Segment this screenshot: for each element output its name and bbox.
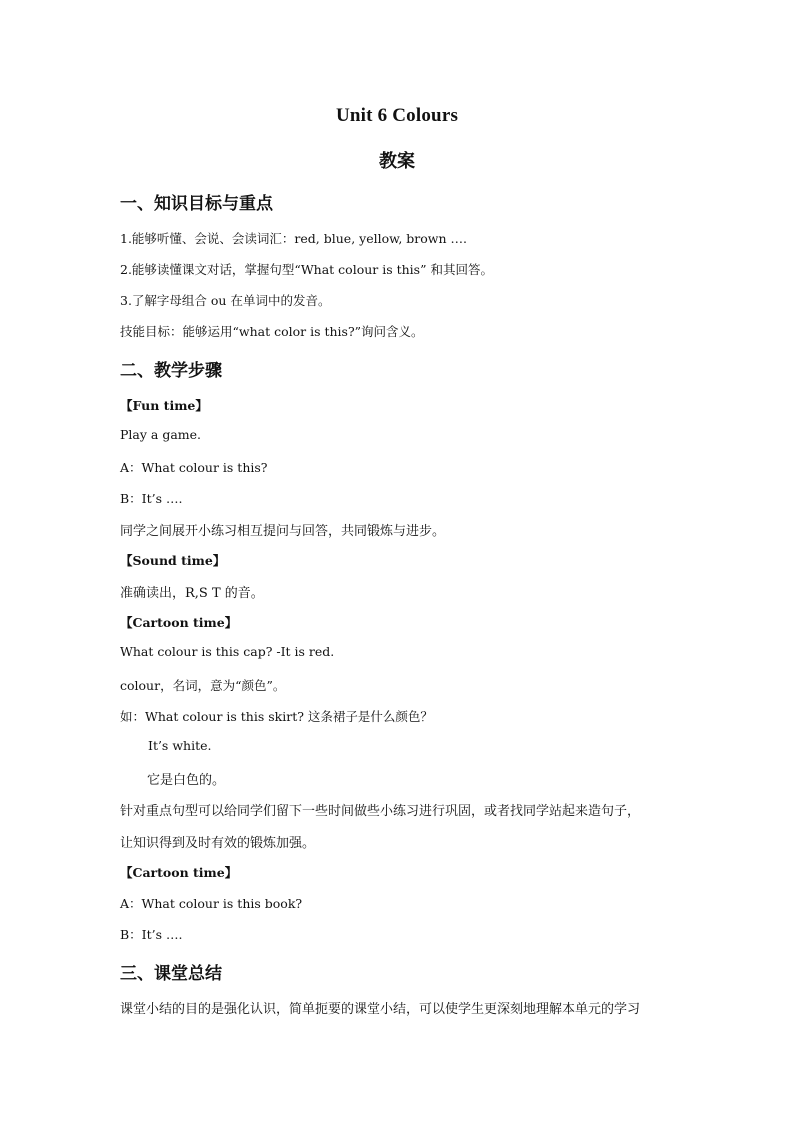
block-label-cartoon-time-1: 【Cartoon time】 <box>120 615 238 630</box>
summary-line-1: 课堂小结的目的是强化认识，简单扼要的课堂小结，可以使学生更深刻地理解本单元的学习 <box>120 1002 641 1017</box>
skill-objective-line: 技能目标：能够运用“what color is this?”询问含义。 <box>120 324 424 339</box>
cartoon-time-line-3: 如：What colour is this skirt? 这条裙子是什么颜色？ <box>120 709 433 724</box>
cartoon-time-2-line-1: A：What colour is this book? <box>120 896 303 911</box>
section-heading-steps: 二、教学步骤 <box>120 361 222 381</box>
fun-time-line-4: 同学之间展开小练习相互提问与回答，共同锻炼与进步。 <box>120 524 446 539</box>
block-label-sound-time: 【Sound time】 <box>120 553 226 568</box>
cartoon-time-line-2: colour，名词，意为“颜色”。 <box>120 678 286 693</box>
objective-line-2: 2.能够读懂课文对话，掌握句型“What colour is this” 和其回答。 <box>120 262 493 277</box>
cartoon-time-line-7: 让知识得到及时有效的锻炼加强。 <box>120 836 316 851</box>
objective-line-1: 1.能够听懂、会说、会读词汇：red, blue, yellow, brown …. <box>120 231 467 246</box>
sound-time-line-1: 准确读出，R,S T 的音。 <box>120 586 264 601</box>
block-label-cartoon-time-2: 【Cartoon time】 <box>120 865 238 880</box>
cartoon-time-line-6: 针对重点句型可以给同学们留下一些时间做些小练习进行巩固，或者找同学站起来造句子， <box>120 804 641 819</box>
fun-time-line-2: A：What colour is this? <box>120 460 268 475</box>
cartoon-time-2-line-2: B：It’s …. <box>120 927 183 942</box>
cartoon-time-line-1: What colour is this cap? -It is red. <box>120 644 335 659</box>
fun-time-line-3: B：It’s …. <box>120 491 183 506</box>
document-title: Unit 6 Colours <box>335 105 459 126</box>
block-label-fun-time: 【Fun time】 <box>120 398 208 413</box>
objective-line-3: 3.了解字母组合 ou 在单词中的发音。 <box>120 293 331 308</box>
cartoon-time-line-4: It’s white. <box>148 738 212 753</box>
document-subtitle: 教案 <box>379 151 415 172</box>
cartoon-time-line-5: 它是白色的。 <box>147 773 226 788</box>
section-heading-summary: 三、课堂总结 <box>120 964 222 984</box>
fun-time-line-1: Play a game. <box>120 427 201 442</box>
section-heading-objectives: 一、知识目标与重点 <box>120 194 273 214</box>
